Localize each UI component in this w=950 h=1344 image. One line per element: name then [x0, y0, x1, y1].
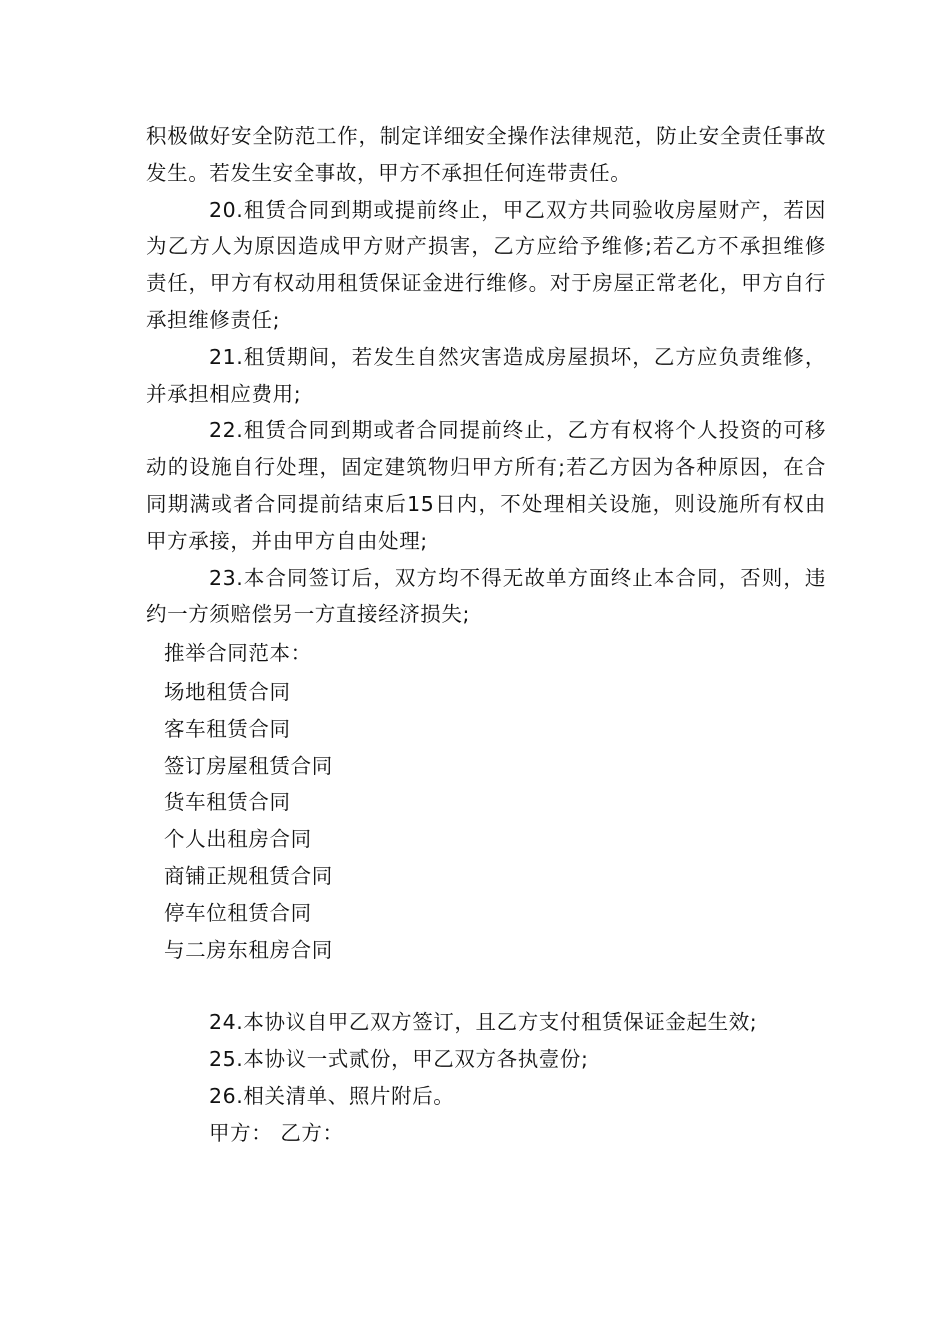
recommend-list: [146, 674, 826, 968]
clause-24: 24.本协议自甲乙双方签订，且乙方支付租赁保证金起生效;: [209, 1010, 758, 1035]
clause-25: 25.本协议一式贰份，甲乙双方各执壹份;: [209, 1047, 589, 1072]
recommend-item-shop-lease[interactable]: 商铺正规租赁合同: [164, 863, 333, 888]
clause-21: 21.租赁期间，若发生自然灾害造成房屋损坏，乙方应负责维修，并承担相应费用;: [146, 344, 826, 406]
clause-23: 23.本合同签订后，双方均不得无故单方面终止本合同，否则，违约一方须赔偿另一方直接经济损失;: [146, 565, 826, 627]
recommend-item-truck-lease[interactable]: 货车租赁合同: [164, 790, 291, 815]
recommend-item-personal-rental[interactable]: 个人出租房合同: [164, 827, 312, 852]
recommend-item-site-lease[interactable]: 场地租赁合同: [164, 679, 291, 704]
clause-22: 22.租赁合同到期或者合同提前终止，乙方有权将个人投资的可移动的设施自行处理，固定建筑物归甲方所有;若乙方因为各种原因，在合同期满或者合同提前结束后15日内，不处理相关设施，则设施所有权由甲方承接，并由甲方自由处理;: [146, 418, 826, 553]
signature-line: [209, 1115, 826, 1152]
party-a-label: 甲方：: [209, 1120, 273, 1145]
final-clauses: [146, 1004, 826, 1151]
recommend-item-bus-lease[interactable]: 客车租赁合同: [164, 716, 291, 741]
clause-20: 20.租赁合同到期或提前终止，甲乙双方共同验收房屋财产，若因为乙方人为原因造成甲方财产损害，乙方应给予维修;若乙方不承担维修责任，甲方有权动用租赁保证金进行维修。对于房屋正常老化，甲方自行承担维修责任;: [146, 197, 826, 332]
recommend-item-sublease[interactable]: 与二房东租房合同: [164, 937, 333, 962]
party-b-label: 乙方：: [280, 1120, 344, 1145]
recommend-item-parking-lease[interactable]: 停车位租赁合同: [164, 900, 312, 925]
recommend-heading: 推举合同范本：: [164, 641, 312, 666]
clause-26: 26.相关清单、照片附后。: [209, 1083, 455, 1108]
intro-paragraph: 积极做好安全防范工作，制定详细安全操作法律规范，防止安全责任事故发生。若发生安全事故，甲方不承担任何连带责任。: [146, 124, 826, 185]
document-body: [146, 118, 826, 1152]
recommend-item-house-lease[interactable]: 签订房屋租赁合同: [164, 753, 333, 778]
section-spacer: [146, 968, 826, 1004]
